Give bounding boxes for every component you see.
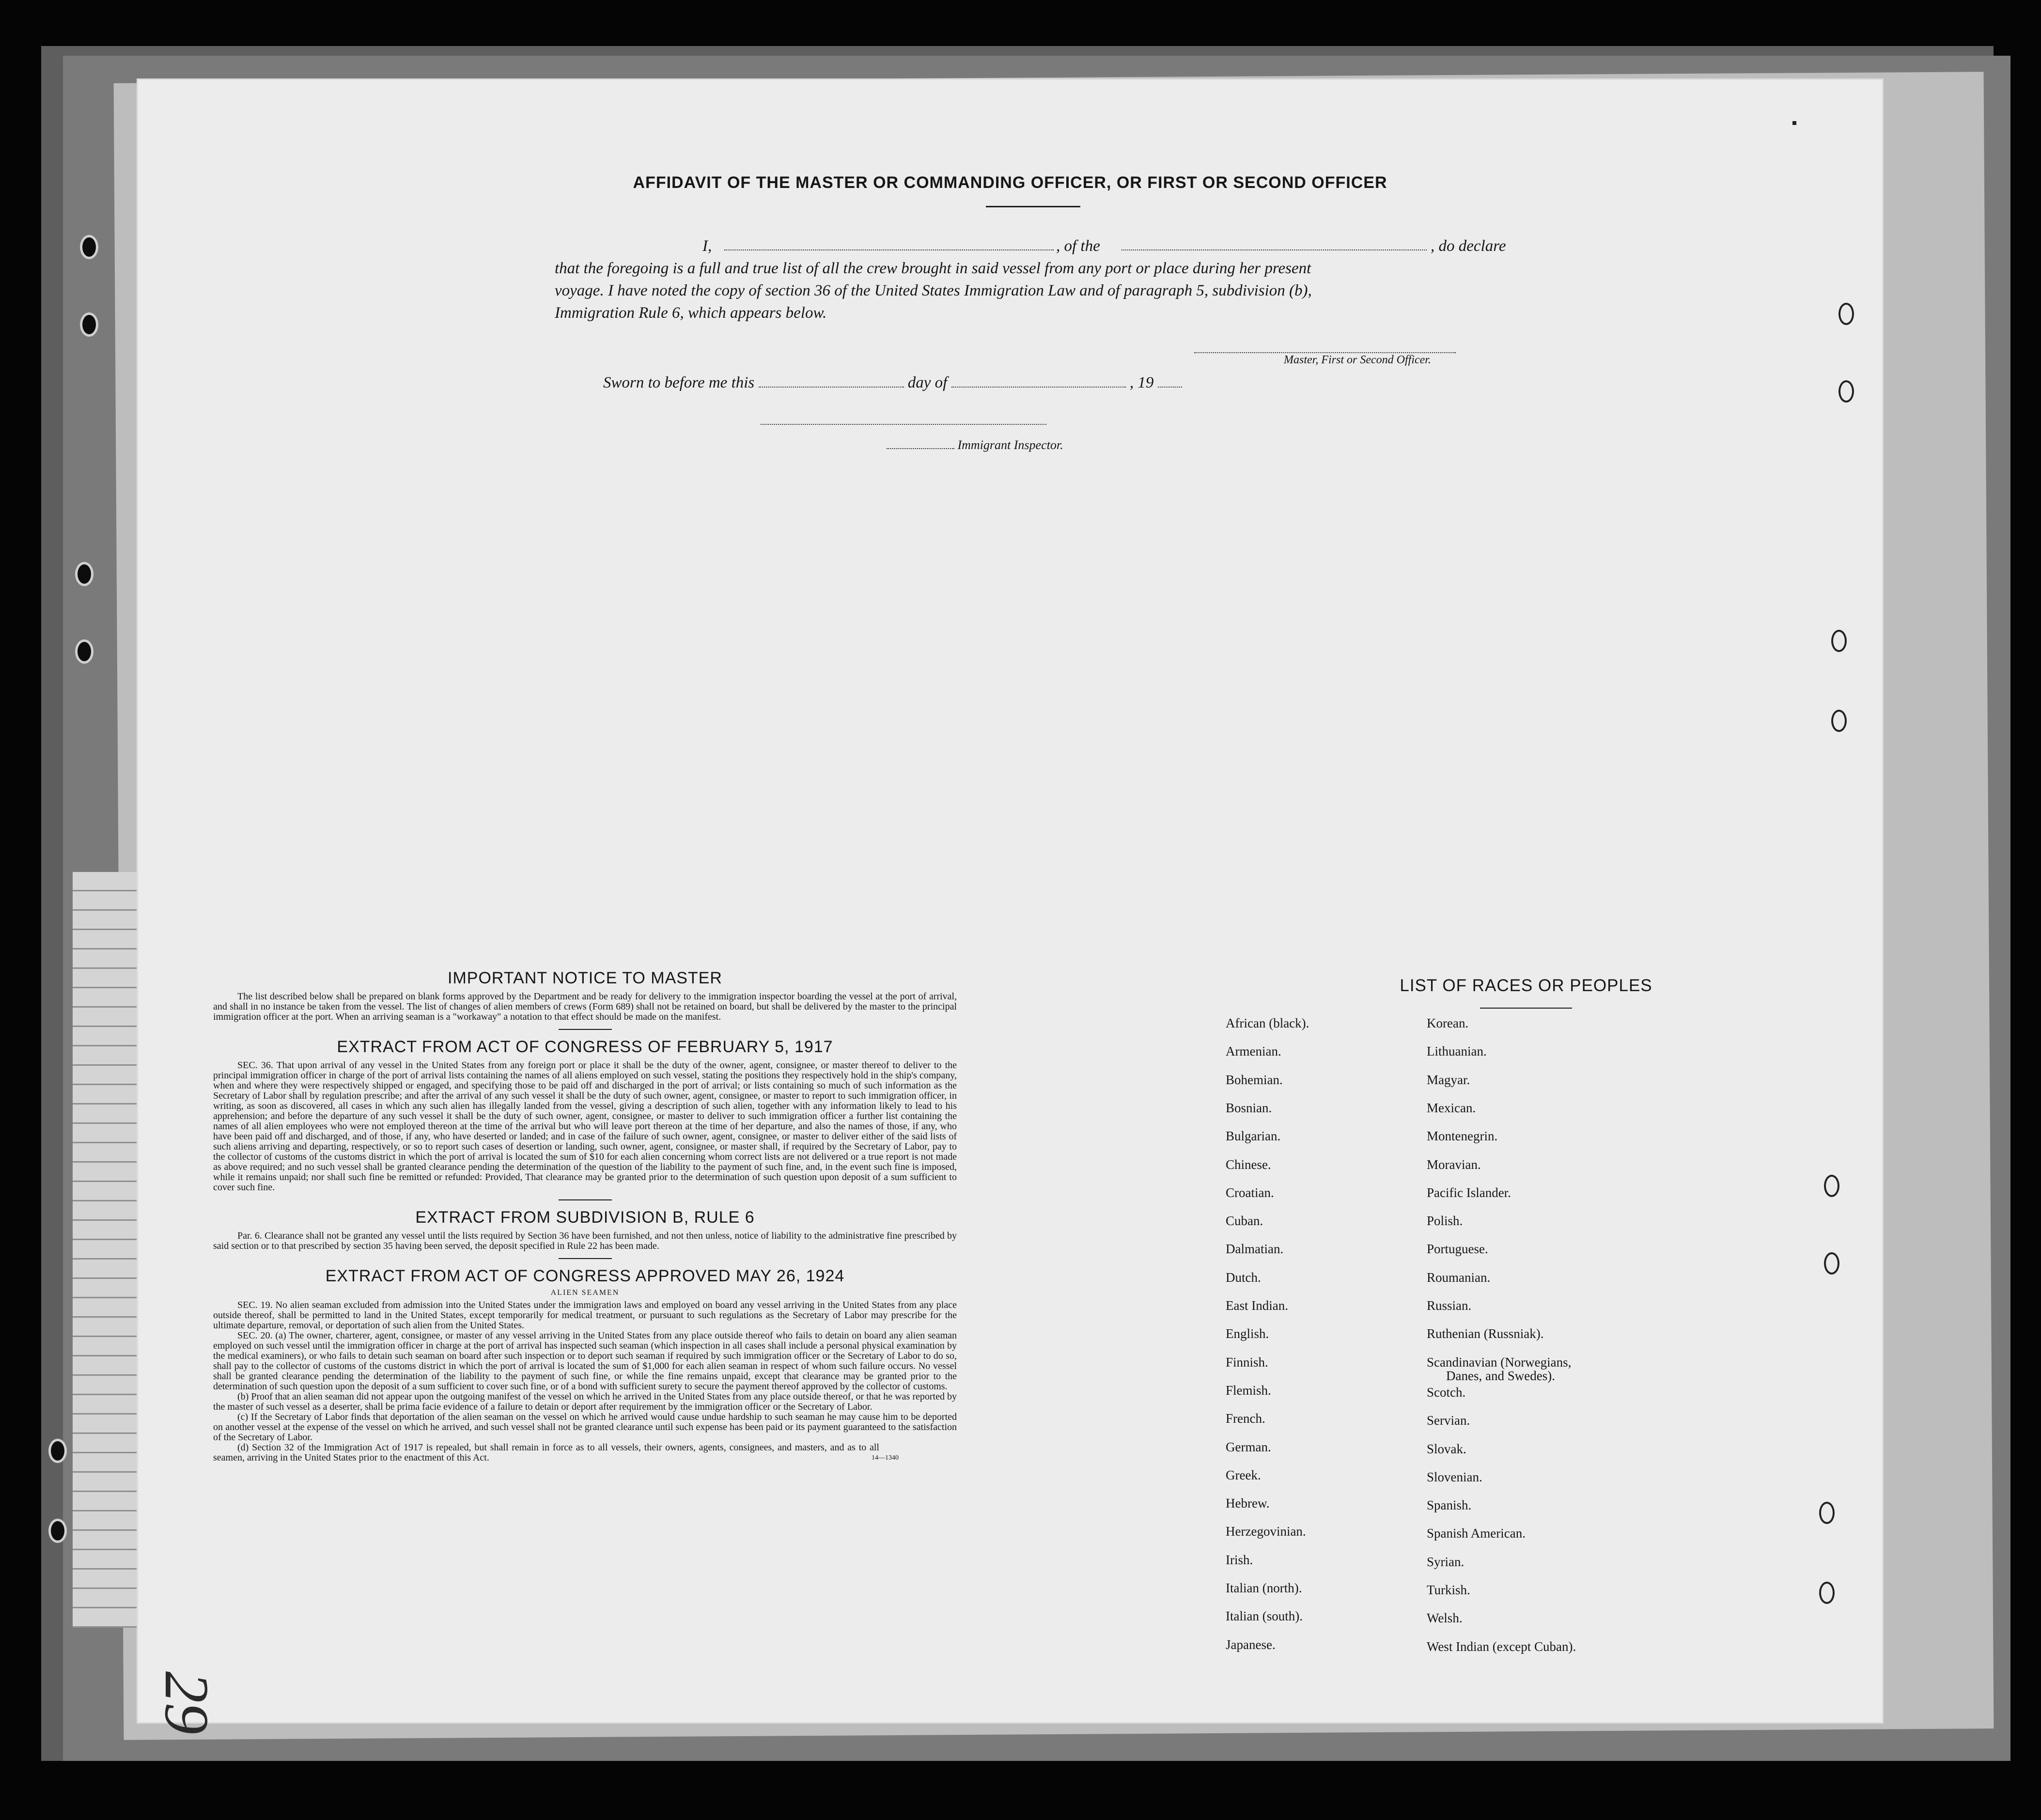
race-item: Italian (north).: [1226, 1581, 1302, 1595]
race-item: Servian.: [1427, 1413, 1470, 1428]
race-item: Spanish.: [1427, 1498, 1472, 1513]
race-item: Portuguese.: [1427, 1242, 1488, 1257]
title-underline: [986, 206, 1080, 207]
race-item: Syrian.: [1427, 1554, 1465, 1569]
sworn-day-of: day of: [907, 374, 948, 391]
declaration-line-2: that the foregoing is a full and true list of all the crew brought in said vessel from any port or place during her present: [555, 260, 1311, 277]
races-title-underline: [1480, 1008, 1572, 1009]
inspector-name-field[interactable]: [887, 434, 954, 449]
race-item: Turkish.: [1427, 1583, 1470, 1597]
race-item: Hebrew.: [1226, 1496, 1270, 1511]
race-item-continuation: Danes, and Swedes).: [1446, 1368, 1555, 1383]
binder-hole-icon: [80, 235, 98, 259]
sec-20d-text: (d) Section 32 of the Immigration Act of 1917 is repealed, but shall remain in force as to all vessels, their owners, agents, consignees, and masters, and as to all seamen, arriving in the United States prior to the enactment of this Act.: [213, 1442, 879, 1463]
race-item: Dutch.: [1226, 1270, 1261, 1285]
punch-hole-icon: [1824, 1252, 1839, 1275]
race-item: Dalmatian.: [1226, 1242, 1284, 1257]
race-item: Chinese.: [1226, 1157, 1271, 1172]
race-item: Scotch.: [1427, 1384, 1466, 1400]
affidavit-body: [555, 235, 1659, 324]
legal-notices: [213, 969, 957, 1462]
race-item: Finnish.: [1226, 1354, 1268, 1369]
punch-hole-icon: [1831, 630, 1847, 652]
race-item: Polish.: [1427, 1213, 1463, 1229]
vessel-name-field[interactable]: [1122, 235, 1427, 250]
race-item: French.: [1226, 1411, 1265, 1426]
inspector-signature-field[interactable]: [761, 424, 1046, 425]
inspector-line: [887, 434, 1063, 452]
race-item: Spanish American.: [1427, 1526, 1526, 1541]
race-item: Slovak.: [1427, 1441, 1466, 1456]
notice-title: IMPORTANT NOTICE TO MASTER: [448, 969, 722, 987]
sworn-year-field[interactable]: [1158, 372, 1182, 388]
binder-hole-icon: [48, 1439, 67, 1463]
race-item: German.: [1226, 1439, 1271, 1454]
race-item: Moravian.: [1427, 1157, 1481, 1172]
binder-hole-icon: [75, 562, 93, 586]
punch-hole-icon: [1831, 710, 1847, 732]
race-item: East Indian.: [1226, 1298, 1288, 1313]
sec-20c-text: (c) If the Secretary of Labor finds that deportation of the alien seaman on the vessel on which he arrived would cause undue hardship to such seaman he may cause him to be deported on another vessel at the expense of the vessel on which he arrived, and such vessel shall not be granted clearance until such expense has been paid or its payment guaranteed to the satisfaction of the Secretary of Labor.: [213, 1412, 957, 1443]
sworn-month-field[interactable]: [951, 372, 1126, 388]
handwritten-page-number: 29: [152, 1671, 221, 1734]
race-item: Pacific Islander.: [1427, 1185, 1511, 1200]
race-item: Roumanian.: [1427, 1270, 1491, 1285]
race-item: Croatian.: [1226, 1185, 1274, 1200]
race-item: Greek.: [1226, 1467, 1261, 1482]
extract-rule6-body: Par. 6. Clearance shall not be granted any vessel until the lists required by Section 36 have been furnished, and not then unless, notice of liability to the administrative fine prescribed by said section or to that prescribed by section 35 having been served, the deposit specified in Rule 22 has been made.: [213, 1230, 957, 1251]
sworn-day-field[interactable]: [759, 372, 904, 388]
race-item: Slovenian.: [1427, 1469, 1482, 1484]
race-item: Welsh.: [1427, 1611, 1463, 1626]
master-signature-label: Master, First or Second Officer.: [1284, 354, 1431, 366]
race-item: Bulgarian.: [1226, 1129, 1281, 1144]
races-title: LIST OF RACES OR PEOPLES: [1400, 976, 1652, 995]
of-the-label: , of the: [1056, 237, 1100, 255]
extract-1924-title: EXTRACT FROM ACT OF CONGRESS APPROVED MAY 26, 1924: [325, 1267, 845, 1285]
race-item: Irish.: [1226, 1552, 1253, 1567]
punch-hole-icon: [1824, 1175, 1839, 1197]
declaration-line-3: voyage. I have noted the copy of section 36 of the United States Immigration Law and of paragraph 5, subdivision (b),: [555, 282, 1312, 299]
race-item: Ruthenian (Russniak).: [1427, 1326, 1544, 1341]
race-item: Magyar.: [1427, 1072, 1470, 1087]
sworn-line: [603, 372, 1182, 392]
section-divider: [559, 1258, 612, 1259]
race-item: West Indian (except Cuban).: [1427, 1639, 1576, 1654]
sec-19-text: SEC. 19. No alien seaman excluded from admission into the United States under the immigration laws and employed on board any vessel arriving in the United States from any place outside thereof, shall be permitted to land in the United States, except temporarily for medical treatment, or pursuant to such regulations as the Secretary of Labor may prescribe for the ultimate departure, removal, or deportation of such alien from the United States.: [213, 1300, 957, 1331]
race-item: Korean.: [1427, 1016, 1469, 1030]
declaration-line-4: Immigration Rule 6, which appears below.: [555, 304, 827, 322]
sworn-prefix: Sworn to before me this: [603, 374, 755, 391]
race-item: Scandinavian (Norwegians,: [1427, 1354, 1572, 1369]
race-item: Cuban.: [1226, 1213, 1263, 1229]
race-item: Japanese.: [1226, 1637, 1276, 1652]
form-number: 14—1340: [872, 1454, 899, 1462]
binder-hole-icon: [80, 312, 98, 337]
sec-20a-text: SEC. 20. (a) The owner, charterer, agent, consignee, or master of any vessel arriving in the United States from any place outside thereof who fails to detain on board any alien seaman employed on such vessel until the immigration officer in charge at the port of arrival has inspected such seaman (which inspection in all cases shall include a personal physical examination by the medical examiners), or who fails to detain such seaman on board after such inspection or to deport such seaman if required by such immigration officer or the Secretary of Labor to do so, shall pay to the collector of customs of the customs district in which the port of arrival is located the sum of $1,000 for each alien seaman in respect of whom such failure occurs. No vessel shall be granted clearance pending the determination of the liability to the payment of such fine, or while the fine remains unpaid, except that clearance may be granted prior to the determination of such question upon the deposit of a sum sufficient to cover such fine, or of a bond with sufficient surety to secure the payment thereof approved by the collector of customs.: [213, 1330, 957, 1392]
punch-hole-icon: [1819, 1502, 1835, 1524]
section-divider: [559, 1199, 612, 1200]
extract-1917-title: EXTRACT FROM ACT OF CONGRESS OF FEBRUARY 5, 1917: [337, 1038, 833, 1056]
punch-hole-icon: [1838, 380, 1854, 403]
ruled-leaf-edge: [73, 872, 140, 1628]
race-item: African (black).: [1226, 1016, 1309, 1030]
race-item: Montenegrin.: [1427, 1129, 1498, 1144]
declarant-name-field[interactable]: [724, 235, 1054, 250]
race-item: Flemish.: [1226, 1383, 1271, 1398]
crew-list-affidavit-page: [138, 80, 1882, 1722]
extract-rule6-title: EXTRACT FROM SUBDIVISION B, RULE 6: [415, 1208, 755, 1227]
bleed-through-text: [584, 124, 1746, 133]
extract-1917-body: SEC. 36. That upon arrival of any vessel in the United States from any foreign port or place it shall be the duty of the owner, agent, consignee, or master thereof to deliver to the principal immigration officer in charge of the port of arrival lists containing the names of all aliens employed on such vessel, stating the positions they respectively hold in the ship's company, when and where they were respectively shipped or engaged, and specifying those to be paid off and discharged in the port of arrival; or lists containing so much of such information as the Secretary of Labor shall by regulation prescribe; and after the arrival of any such vessel it shall be the duty of such owner, agent, consignee, or master to report to such immigration officer, in writing, as soon as discovered, all cases in which any such alien has illegally landed from the vessel, giving a description of such alien, together with any information likely to lead to his apprehension; and before the departure of any such vessel it shall be the duty of such owner, agent, consignee, or master to deliver to such immigration officer a further list containing the names of all alien employees who were not employed thereon at the time of the arrival but who will leave port thereon at the time of her departure, and also the names of those, if any, who have been paid off and discharged, and of those, if any, who have deserted or landed; and in case of the failure of such owner, agent, consignee, or master to deliver either of the said lists of such aliens arriving and departing, respectively, or so to report such cases of desertion or landing, such owner, agent, consignee, or master shall, if required by the Secretary of Labor, pay to the collector of customs of the customs district in which the port of arrival is located the sum of $10 for each alien concerning whom correct lists are not delivered or a true report is not made as above required; and no such vessel shall be granted clearance pending the determination of the question of the liability to the payment of such fine, and, in the event such fine is imposed, while it remains unpaid; nor shall such fine be remitted or refunded: Provided, That clearance may be granted prior to the determination of such question upon deposit of a sum sufficient to cover such fine.: [213, 1060, 957, 1193]
race-item: Armenian.: [1226, 1044, 1281, 1059]
alien-seamen-subtitle: ALIEN SEAMEN: [550, 1289, 620, 1297]
race-item: Bohemian.: [1226, 1072, 1283, 1087]
sworn-year-label: , 19: [1129, 374, 1154, 391]
declaration-line: [555, 235, 1659, 257]
race-item: Lithuanian.: [1427, 1044, 1487, 1059]
race-item: Herzegovinian.: [1226, 1524, 1306, 1539]
race-item: English.: [1226, 1326, 1269, 1341]
section-divider: [559, 1029, 612, 1030]
master-signature-field[interactable]: [1194, 352, 1456, 353]
affidavit-title: AFFIDAVIT OF THE MASTER OR COMMANDING OFFICER, OR FIRST OR SECOND OFFICER: [633, 173, 1387, 192]
race-item: Mexican.: [1427, 1100, 1476, 1115]
race-item: Italian (south).: [1226, 1609, 1303, 1624]
page-mark: [1792, 121, 1796, 125]
punch-hole-icon: [1838, 303, 1854, 325]
race-item: Bosnian.: [1226, 1100, 1272, 1115]
binder-hole-icon: [75, 639, 93, 664]
sec-20b-text: (b) Proof that an alien seaman did not appear upon the outgoing manifest of the vessel on which he arrived in the United States from any place outside thereof, or that he was reported by the master of such vessel as a deserter, shall be prima facie evidence of a failure to detain or deport after requirement by the immigration officer or the Secretary of Labor.: [213, 1391, 957, 1412]
declarant-prefix: I,: [702, 237, 712, 255]
do-declare-label: , do declare: [1431, 237, 1506, 255]
race-item: Russian.: [1427, 1298, 1472, 1313]
notice-body: The list described below shall be prepared on blank forms approved by the Department and be ready for delivery to the immigration inspector boarding the vessel at the port of arrival, and shall in no instance be taken from the vessel. The list of changes of alien members of crews (Form 689) shall not be retained on board, but shall be delivered by the master to the principal immigration officer at the port. When an arriving seaman is a "workaway" a notation to that effect should be made on the manifest.: [213, 991, 957, 1022]
binder-hole-icon: [48, 1519, 67, 1543]
inspector-label: Immigrant Inspector.: [957, 438, 1063, 452]
punch-hole-icon: [1819, 1582, 1835, 1604]
